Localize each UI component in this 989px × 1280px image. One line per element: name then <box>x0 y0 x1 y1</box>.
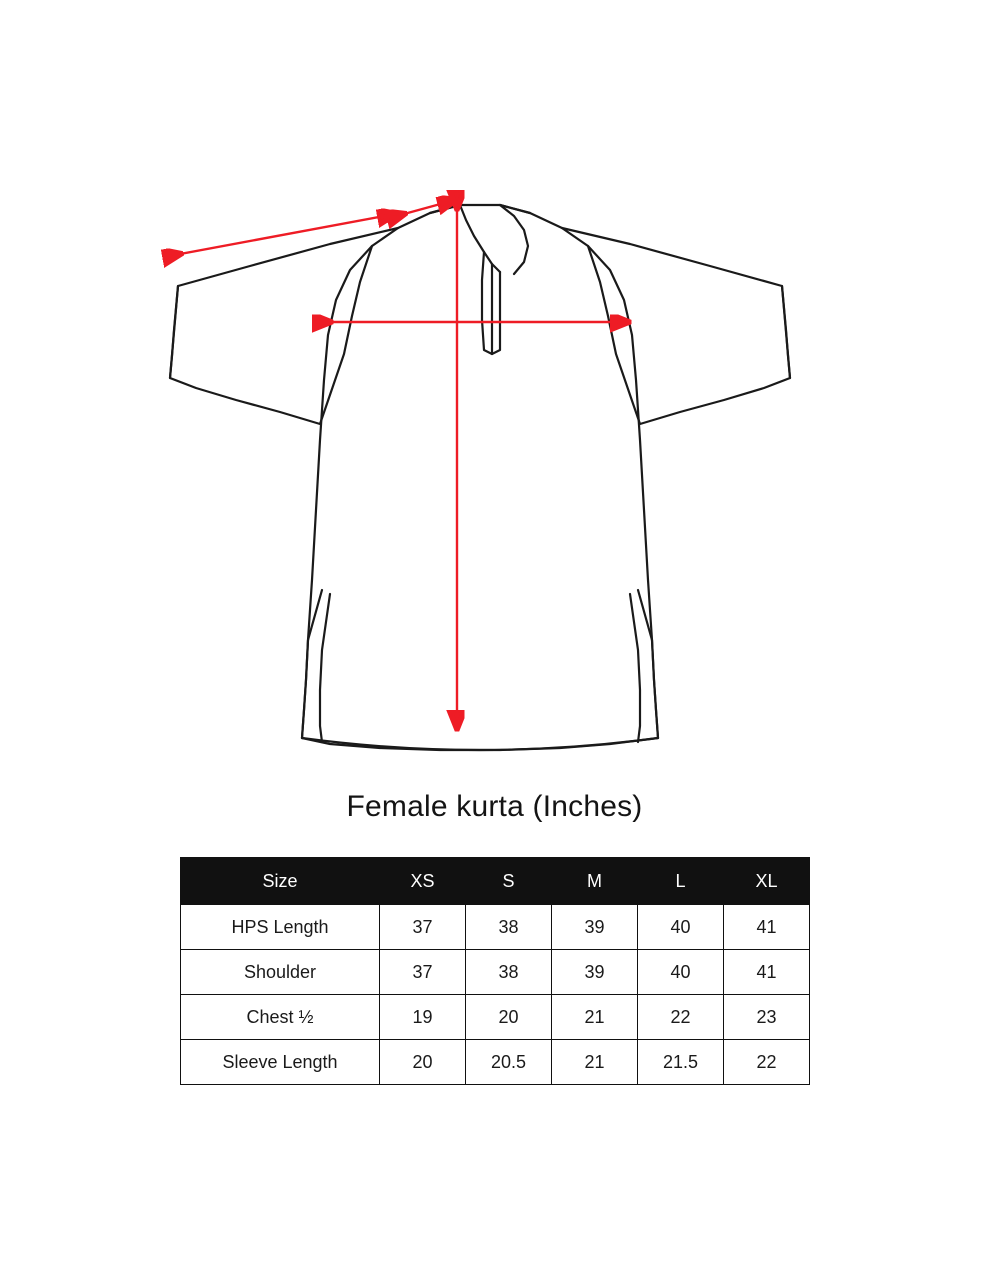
header-xl: XL <box>724 858 810 905</box>
cell-hps-xl: 41 <box>724 905 810 950</box>
cell-shoulder-l: 40 <box>638 950 724 995</box>
table-header-row <box>181 858 810 905</box>
row-label-chest-half: Chest ½ <box>181 995 380 1040</box>
cell-hps-l: 40 <box>638 905 724 950</box>
header-m: M <box>552 858 638 905</box>
cell-shoulder-s: 38 <box>466 950 552 995</box>
table-row <box>181 1040 810 1085</box>
row-label-shoulder: Shoulder <box>181 950 380 995</box>
cell-hps-s: 38 <box>466 905 552 950</box>
cell-sleeve-s: 20.5 <box>466 1040 552 1085</box>
size-table <box>180 857 810 1085</box>
cell-chest-l: 22 <box>638 995 724 1040</box>
cell-chest-xs: 19 <box>380 995 466 1040</box>
size-table-container <box>180 857 809 1085</box>
figure-title: Female kurta (Inches) <box>346 790 643 823</box>
cell-shoulder-xl: 41 <box>724 950 810 995</box>
cell-chest-s: 20 <box>466 995 552 1040</box>
cell-chest-xl: 23 <box>724 995 810 1040</box>
row-label-hps-length: HPS Length <box>181 905 380 950</box>
header-size: Size <box>181 858 380 905</box>
header-s: S <box>466 858 552 905</box>
header-xs: XS <box>380 858 466 905</box>
cell-sleeve-m: 21 <box>552 1040 638 1085</box>
table-row <box>181 905 810 950</box>
cell-sleeve-xl: 22 <box>724 1040 810 1085</box>
cell-sleeve-l: 21.5 <box>638 1040 724 1085</box>
header-l: L <box>638 858 724 905</box>
cell-sleeve-xs: 20 <box>380 1040 466 1085</box>
cell-hps-xs: 37 <box>380 905 466 950</box>
table-row <box>181 950 810 995</box>
cell-chest-m: 21 <box>552 995 638 1040</box>
row-label-sleeve-length: Sleeve Length <box>181 1040 380 1085</box>
garment-diagram <box>0 150 989 770</box>
cell-hps-m: 39 <box>552 905 638 950</box>
cell-shoulder-xs: 37 <box>380 950 466 995</box>
sleeve-length-arrow <box>180 214 395 254</box>
table-row <box>181 995 810 1040</box>
cell-shoulder-m: 39 <box>552 950 638 995</box>
shoulder-arrow <box>404 200 455 214</box>
